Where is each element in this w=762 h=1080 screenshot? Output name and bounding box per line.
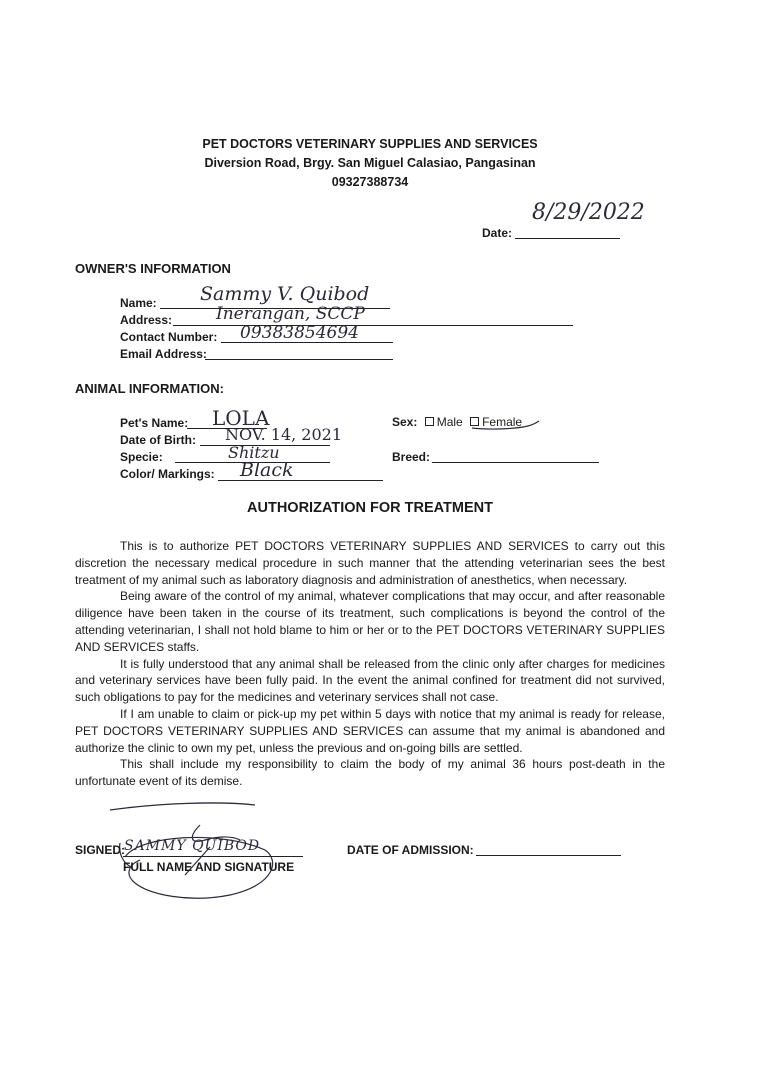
date-line: [515, 238, 620, 239]
sex-label: Sex:: [392, 415, 418, 429]
owner-contact-value: 09383854694: [240, 323, 359, 343]
authorization-title: AUTHORIZATION FOR TREATMENT: [247, 500, 493, 516]
specie-value: Shitzu: [228, 443, 280, 462]
paragraph-4: If I am unable to claim or pick-up my pet within 5 days with notice that my animal is ready for release, PET DOCTORS VETERINARY SUPPLIES AND SERVICES can assume that my animal is abandoned and authorize the clinic to own my pet, unless the previous and on-going bills are settled.: [75, 706, 665, 755]
breed-line: [432, 462, 599, 463]
date-value: 8/29/2022: [532, 200, 645, 225]
female-underline-mark: [470, 418, 542, 432]
owner-email-line: [205, 359, 393, 360]
date-label: Date:: [482, 226, 513, 240]
authorization-text: [75, 538, 665, 790]
pet-name-label: Pet's Name:: [120, 416, 189, 430]
signed-name: SAMMY QUIBOD: [124, 838, 261, 854]
signed-label: SIGNED:: [75, 843, 126, 857]
owner-address-label: Address:: [120, 313, 173, 327]
paragraph-1: This is to authorize PET DOCTORS VETERINARY SUPPLIES AND SERVICES to carry out this discretion the necessary medical procedure in such manner that the attending veterinarian sees the best treatment of my animal such as laboratory diagnosis and administration of anesthetics, when necessary.: [75, 539, 665, 587]
owner-heading: OWNER'S INFORMATION: [75, 261, 231, 276]
breed-label: Breed:: [392, 450, 431, 464]
owner-address-value: Inerangan, SCCP: [216, 304, 365, 324]
admission-label: DATE OF ADMISSION:: [347, 843, 474, 857]
dob-label: Date of Birth:: [120, 433, 196, 447]
color-value: Black: [240, 459, 294, 481]
admission-line: [476, 855, 621, 856]
female-option-label: Female: [482, 415, 523, 429]
signature-line: [123, 856, 303, 857]
dob-value: NOV. 14, 2021: [225, 425, 343, 444]
animal-heading: ANIMAL INFORMATION:: [75, 381, 224, 396]
clinic-address: Diversion Road, Brgy. San Miguel Calasiao, Pangasinan: [204, 156, 536, 170]
paragraph-3: It is fully understood that any animal shall be released from the clinic only after charges for medicines and veterinary services have been fully paid. In the event the animal confined for treatment did not survived, such obligations to pay for the medicines and veterinary services shall not case.: [75, 656, 665, 705]
owner-email-label: Email Address:: [120, 347, 207, 361]
clinic-name: PET DOCTORS VETERINARY SUPPLIES AND SERVICES: [202, 137, 538, 151]
owner-name-value: Sammy V. Quibod: [200, 283, 370, 305]
owner-name-label: Name:: [120, 296, 157, 310]
color-label: Color/ Markings:: [120, 467, 215, 481]
clinic-phone: 09327388734: [331, 175, 409, 189]
paragraph-2: Being aware of the control of my animal, whatever complications that may occur, and after reasonable diligence have been taken in the course of its treatment, such complications is beyond the control of the attending veterinarian, I shall not hold blame to him or her or to the PET DOCTORS VETERINARY SUPPLIES AND SERVICES staffs.: [75, 589, 665, 654]
paragraph-5: This shall include my responsibility to claim the body of my animal 36 hours post-death in the unfortunate event of its demise.: [75, 757, 665, 789]
male-checkbox[interactable]: [425, 417, 434, 426]
specie-label: Specie:: [120, 450, 163, 464]
owner-address-line: [173, 325, 573, 326]
male-option-label: Male: [436, 415, 463, 429]
signature-caption: FULL NAME AND SIGNATURE: [123, 860, 295, 874]
owner-contact-label: Contact Number:: [120, 330, 218, 344]
pet-name-value: LOLA: [212, 406, 270, 430]
